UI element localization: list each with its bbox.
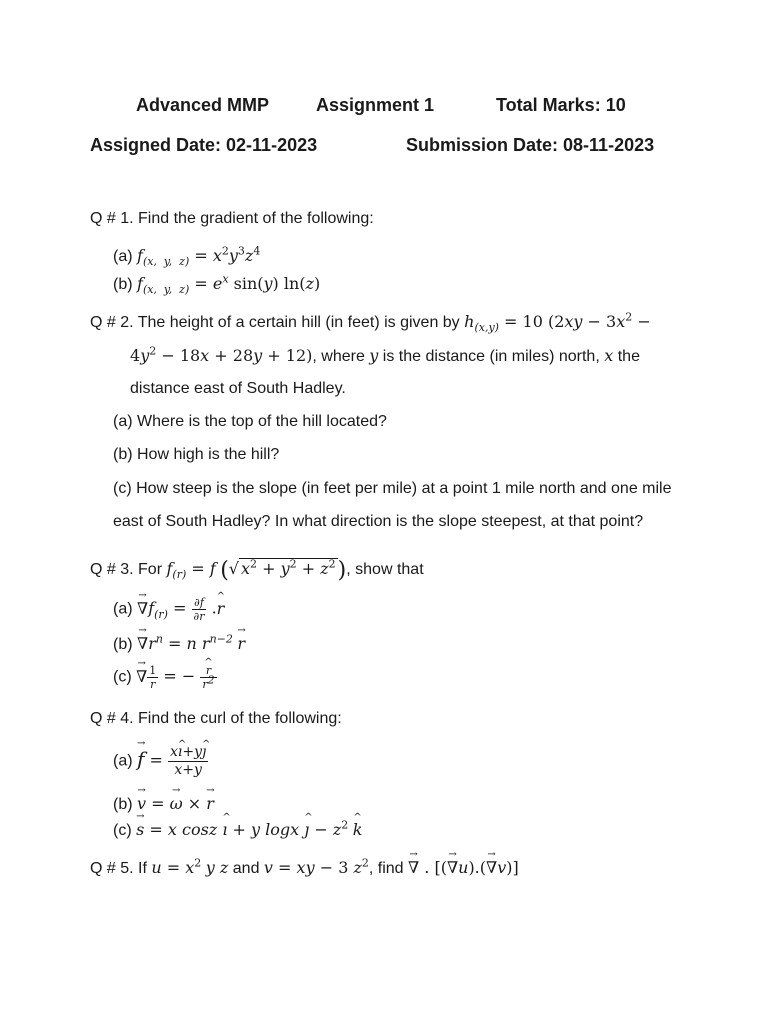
q1-prompt: Q # 1. Find the gradient of the following: [90, 210, 374, 227]
q2-text-b: is the distance (in miles) north, [382, 348, 600, 365]
q3-c-label: (c) [113, 668, 132, 686]
assigned-date: Assigned Date: 02-11-2023 [90, 135, 318, 155]
q2-line-2: $4y^2 - 18x + 28y + 12$), where y is the distance (in miles) north, x the [130, 344, 640, 365]
q4-c-label: (c) [113, 822, 132, 839]
q3-part-b: $(b) \to \nabla r^n = n$ $r^{n-2} \to r$ [113, 634, 245, 654]
q4-b-label: (b) [113, 796, 133, 813]
q3-prompt: Q # 3. For $f_{(r)} = f$ (√ $x^2 + y^2 + z^2$), show that [90, 557, 424, 583]
q3-b-label: (b) [113, 636, 133, 653]
q2-line-3: distance east of South Hadley. [130, 380, 346, 397]
q3-a-label: (a) [113, 600, 133, 618]
course-title: Advanced MMP [136, 95, 270, 115]
q1-b-label: (b) [113, 276, 133, 293]
q1-part-a: (a) $f_{(x, y, z)} = x^2y^3z^4$ [113, 244, 261, 269]
q2-part-c-1: (c) How steep is the slope (in feet per mile) at a point 1 mile north and one mile [113, 480, 672, 497]
q5-and: and [232, 860, 260, 877]
q2-text-a: , where [312, 348, 365, 365]
q1-a-label: (a) [113, 248, 133, 265]
q3-part-c: (c) → ∇ $\frac{1}{r}$ = − ^ $\frac{r}{r^2}$ [113, 664, 217, 691]
q2-part-a: (a) Where is the top of the hill located? [113, 413, 387, 430]
submission-date: Submission Date: 08-11-2023 [406, 135, 655, 155]
q3-part-a: $(a) \to \nabla f_{(r)}$ = $\frac{\partial f}{\partial r}$ .^ r [113, 596, 224, 623]
q2-part-b: (b) How high is the hill? [113, 446, 280, 463]
q2-text-c: the [617, 348, 640, 365]
q2-prompt: Q # 2. The height of a certain hill (in feet) is given by [90, 314, 460, 331]
q4-a-label: (a) [113, 752, 133, 770]
q3-prompt-start: Q # 3. For [90, 561, 163, 578]
total-marks: Total Marks: 10 [496, 95, 626, 115]
q5-prompt: Q # 5. If $u = x^2$ y z and v = xy − 3 $z^2$, find → ∇ . [(→ ∇u).(→ ∇v)] [90, 858, 519, 878]
q2-part-c-2: east of South Hadley? In what direction is the slope steepest, at that point? [113, 513, 644, 530]
q5-prompt-start: Q # 5. If [90, 860, 147, 877]
q5-find: , find [368, 860, 404, 877]
q4-part-a: (a) → f = $\frac{x\^{} ı+y\^{} ȷ}{x+y}$ [113, 744, 208, 779]
q4-part-c: (c) → s = x cosz ^ ı + y logx ^ ȷ − $z^2$ ^ k [113, 820, 362, 840]
q2-line-1: Q # 2. The height of a certain hill (in feet) is given by $h_{(x,y)} = 10$ ($2xy - 3x^2$ − [90, 310, 651, 335]
q4-prompt: Q # 4. Find the curl of the following: [90, 710, 342, 727]
q1-part-b: (b) $f_{(x, y, z)} = e^x$ sin(y) ln(z) [113, 272, 321, 297]
q4-part-b: (b) → v = → ω × → r [113, 794, 214, 814]
q3-prompt-end: , show that [346, 561, 424, 578]
assignment-title: Assignment 1 [316, 95, 435, 115]
